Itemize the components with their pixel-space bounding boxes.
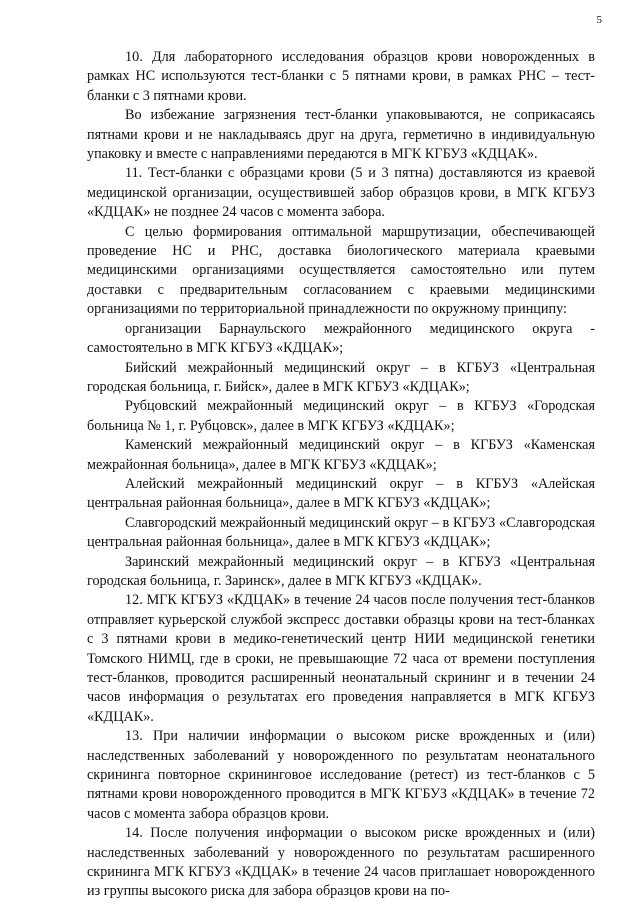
paragraph-routing: С целью формирования оптимальной маршрутизации, обеспечивающей проведение НС и РНС, доставка биологического материала краевыми медицинскими организациями осуществляется самостоятельно или путем доставки с предварительным согласованием с краевыми медицинскими организациями по территориальной принадлежности по окружному принципу: xyxy=(87,223,595,318)
paragraph-packaging: Во избежание загрязнения тест-бланки упаковываются, не соприкасаясь пятнами крови и не накладываясь друг на друга, герметично в индивидуальную упаковку и вместе с направлениями передаются в МГК КГБУЗ «КДЦАК». xyxy=(87,107,595,163)
list-item-rubtsovsk: Рубцовский межрайонный медицинский округ – в КГБУЗ «Городская больница № 1, г. Рубцовск», далее в МГК КГБУЗ «КДЦАК»; xyxy=(87,398,595,434)
paragraph-14: 14. После получения информации о высоком риске врожденных и (или) наследственных заболеваний у новорожденного по результатам расширенного скрининга МГК КГБУЗ «КДЦАК» в течение 24 часов приглашает новорожденного из группы высокого риска для забора образцов крови на по- xyxy=(87,825,595,900)
paragraph-11: 11. Тест-бланки с образцами крови (5 и 3 пятна) доставляются из краевой медицинской организации, осуществившей забор образцов крови, в МГК КГБУЗ «КДЦАК» не позднее 24 часов с момента забора. xyxy=(87,165,595,221)
paragraph-13: 13. При наличии информации о высоком риске врожденных и (или) наследственных заболеваний у новорожденного по результатам неонатального скрининга повторное скрининговое исследование (ретест) из тест-бланков с 5 пятнами крови новорожденного проводится в МГК КГБУЗ «КДЦАК» в течение 72 часов с момента забора образцов крови. xyxy=(87,728,595,822)
list-item-biysk: Бийский межрайонный медицинский округ – в КГБУЗ «Центральная городская больница, г. Бийск», далее в МГК КГБУЗ «КДЦАК»; xyxy=(87,359,595,395)
list-item-slavgorod: Славгородский межрайонный медицинский округ – в КГБУЗ «Славгородская центральная районная больница», далее в МГК КГБУЗ «КДЦАК»; xyxy=(87,514,595,551)
page-number: 5 xyxy=(596,14,602,26)
list-item-aleysk: Алейский межрайонный медицинский округ – в КГБУЗ «Алейская центральная районная больница», далее в МГК КГБУЗ «КДЦАК»; xyxy=(87,475,595,512)
list-item-kamensk: Каменский межрайонный медицинский округ – в КГБУЗ «Каменская межрайонная больница», далее в МГК КГБУЗ «КДЦАК»; xyxy=(87,437,595,473)
list-item-barnaul: организации Барнаульского межрайонного медицинского округа - самостоятельно в МГК КГБУЗ «КДЦАК»; xyxy=(87,320,595,357)
document-body xyxy=(87,48,595,902)
list-item-zarinsk: Заринский межрайонный медицинский округ – в КГБУЗ «Центральная городская больница, г. Заринск», далее в МГК КГБУЗ «КДЦАК». xyxy=(87,553,595,589)
paragraph-12: 12. МГК КГБУЗ «КДЦАК» в течение 24 часов после получения тест-бланков отправляет курьерской службой экспресс доставки образцы крови на тест-бланках с 3 пятнами крови в медико-генетический центр НИИ медицинской генетики Томского НИМЦ, где в сроки, не превышающие 72 часа от времени поступления тест-бланков, проводится расширенный неонатальный скрининг и в течении 24 часов информация о результатах его проведения направляется в МГК КГБУЗ «КДЦАК». xyxy=(87,592,595,725)
paragraph-10: 10. Для лабораторного исследования образцов крови новорожденных в рамках НС используются тест-бланки с 5 пятнами крови, в рамках РНС – тест-бланки с 3 пятнами крови. xyxy=(87,49,595,104)
